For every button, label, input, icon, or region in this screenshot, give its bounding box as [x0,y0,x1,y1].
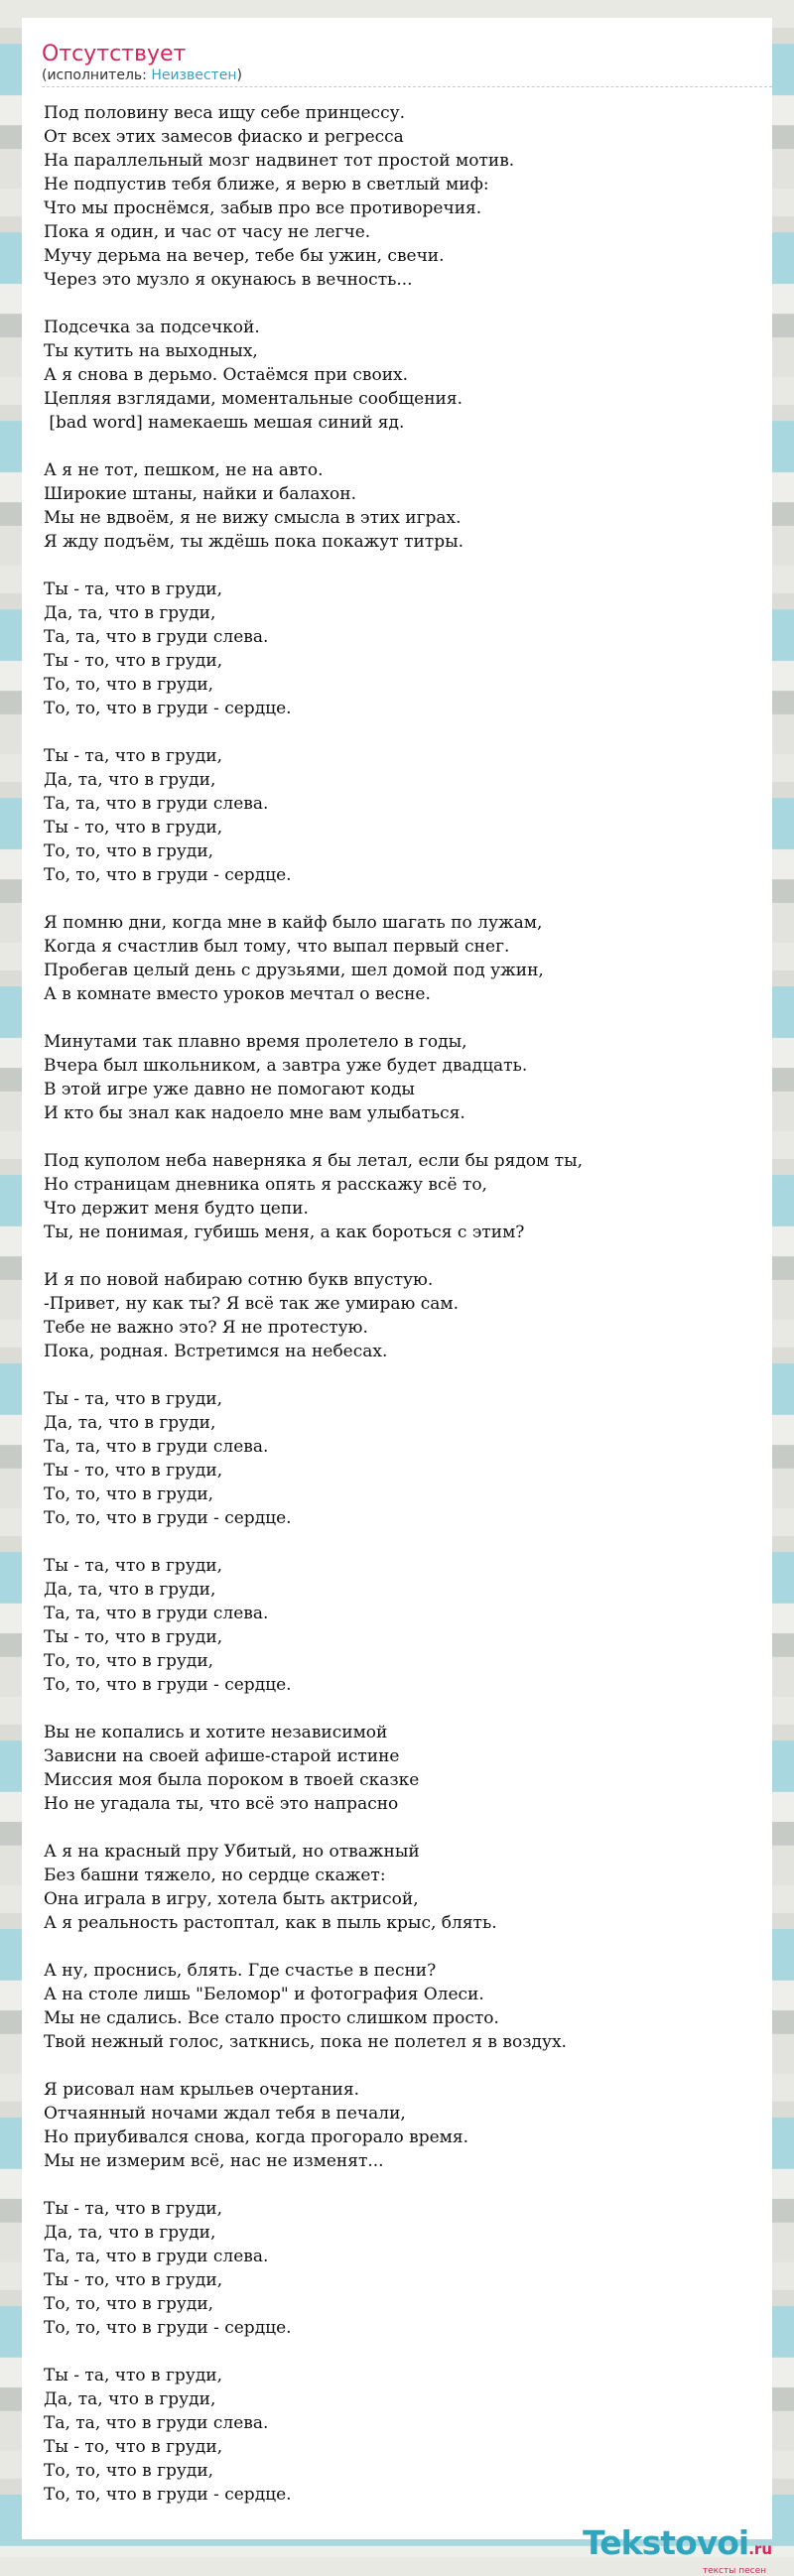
logo-wordmark [564,2523,772,2566]
song-header [42,42,772,87]
logo-tagline: тексты песен [702,2566,766,2576]
lyrics-card [22,18,772,2576]
song-title: Отсутствует [42,42,187,66]
logo-name: Tekstovoi [583,2523,749,2562]
artist-suffix: ) [236,67,242,83]
site-logo[interactable] [564,2523,772,2576]
artist-link[interactable]: Неизвестен [151,67,237,83]
logo-tld: .ru [748,2540,772,2558]
song-artist-line [42,67,772,84]
song-lyrics: Под половину веса ищу себе принцессу. От всех этих замесов фиаско и регресса На параллельный мозг надвинет тот простой мотив. Не подпустив тебя ближе, я верю в светлый миф: Что мы проснёмся, забыв про все противоречия. Пока я один, и час от часу не легче. Мучу дерьма на вечер, тебе бы ужин, свечи. Через это музло я окунаюсь в вечность... Подсечка за подсечкой. Ты кутить на выходных, А я снова в дерьмо. Остаёмся при своих. Цепляя взглядами, моментальные сообщения. [bad word] намекаешь мешая синий яд. А я не тот, пешком, не на авто. Широкие штаны, найки и балахон. Мы не вдвоём, я не вижу смысла в этих играх. Я жду подъём, ты ждёшь пока покажут титры. Ты - та, что в груди, Да, та, что в груди, Та, та, что в груди слева. Ты - то, что в груди, То, то, что в груди, То, то, что в груди - сердце. Ты - та, что в груди, Да, та, что в груди, Та, та, что в груди слева. Ты - то, что в груди, То, то, что в груди, То, то, что в груди - сердце. Я помню дни, когда мне в кайф было шагать по лужам, Когда я счастлив был тому, что выпал первый снег. Пробегав целый день с друзьями, шел домой под ужин, А в комнате вместо уроков мечтал о весне. Минутами так плавно время пролетело в годы, Вчера был школьником, а завтра уже будет двадцать. В этой игре уже давно не помогают коды И кто бы знал как надоело мне вам улыбаться. Под куполом неба наверняка я бы летал, если бы рядом ты, Но страницам дневника опять я расскажу всё то, Что держит меня будто цепи. Ты, не понимая, губишь меня, а как бороться с этим? И я по новой набираю сотню букв впустую. -Привет, ну как ты? Я всё так же умираю сам. Тебе не важно это? Я не протестую. Пока, родная. Встретимся на небесах. Ты - та, что в груди, Да, та, что в груди, Та, та, что в груди слева. Ты - то, что в груди, То, то, что в груди, То, то, что в груди - сердце. Ты - та, что в груди, Да, та, что в груди, Та, та, что в груди слева. Ты - то, что в груди, То, то, что в груди, То, то, что в груди - сердце. Вы не копались и хотите независимой Зависни на своей афише-старой истине Миссия моя была пороком в твоей сказке Но не угадала ты, что всё это напрасно А я на красный пру Убитый, но отважный Без башни тяжело, но сердце скажет: Она играла в игру, хотела быть актрисой, А я реальность растоптал, как в пыль крыс, блять. А ну, проснись, блять. Где счастье в песни? А на столе лишь "Беломор" и фотография Олеси. Мы не сдались. Все стало просто слишком просто. Твой нежный голос, заткнись, пока не полетел я в воздух. Я рисовал нам крыльев очертания. Отчаянный ночами ждал тебя в печали, Но приубивался снова, когда прогорало время. Мы не измерим всё, нас не изменят... Ты - та, что в груди, Да, та, что в груди, Та, та, что в груди слева. Ты - то, что в груди, То, то, что в груди, То, то, что в груди - сердце. Ты - та, что в груди, Да, та, что в груди, Та, та, что в груди слева. Ты - то, что в груди, То, то, что в груди, То, то, что в груди - сердце. [44,103,584,2505]
artist-prefix: (исполнитель: [42,67,152,83]
